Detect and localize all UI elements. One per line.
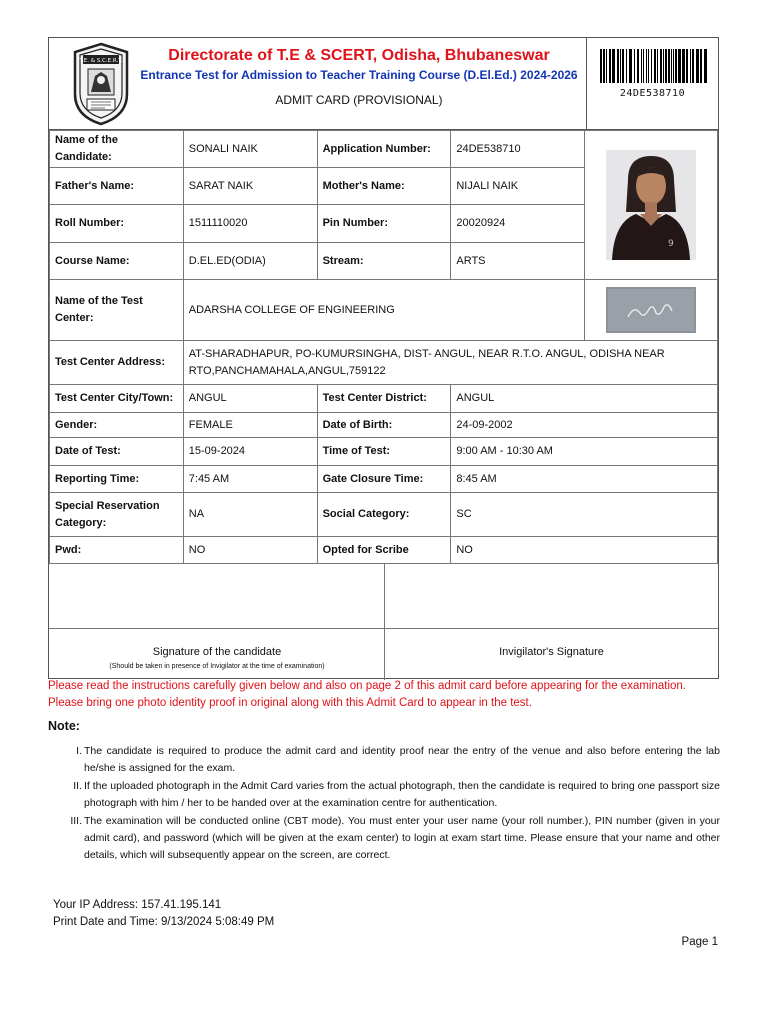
instruction-item — [60, 778, 720, 812]
date-of-test: 15-09-2024 — [183, 438, 317, 466]
barcode-box — [586, 38, 718, 130]
svg-text:9: 9 — [668, 239, 674, 249]
test-center-name-label: Name of the Test Center: — [50, 280, 184, 341]
date-of-birth: 24-09-2002 — [451, 413, 718, 438]
test-center-name: ADARSHA COLLEGE OF ENGINEERING — [183, 280, 584, 341]
note-heading: Note: — [48, 719, 80, 733]
gate-closure-time: 8:45 AM — [451, 466, 718, 493]
time-of-test-label: Time of Test: — [317, 438, 451, 466]
father-name: SARAT NAIK — [183, 168, 317, 205]
candidate-photo — [606, 150, 696, 260]
signature-divider — [49, 628, 718, 629]
father-name-label: Father's Name: — [50, 168, 184, 205]
roll-number-label: Roll Number: — [50, 205, 184, 243]
candidate-signature-note: (Should be taken in presence of Invigilator at the time of examination) — [109, 663, 325, 670]
scert-logo-icon — [71, 42, 131, 126]
pwd-label: Pwd: — [50, 537, 184, 564]
stream: ARTS — [451, 243, 585, 280]
table-row — [50, 466, 718, 493]
signature-section — [49, 563, 718, 679]
course-name: D.EL.ED(ODIA) — [183, 243, 317, 280]
admit-card — [48, 37, 719, 679]
opted-for-scribe-label: Opted for Scribe — [317, 537, 451, 564]
gate-closure-time-label: Gate Closure Time: — [317, 466, 451, 493]
barcode-icon — [599, 49, 709, 83]
table-row — [50, 493, 718, 537]
pin-number-label: Pin Number: — [317, 205, 451, 243]
candidate-signature-image — [606, 287, 696, 333]
header-text — [131, 38, 587, 130]
instruction-item — [60, 813, 720, 864]
admit-card-label: ADMIT CARD (PROVISIONAL) — [275, 93, 443, 107]
pin-number: 20020924 — [451, 205, 585, 243]
test-center-city: ANGUL — [183, 385, 317, 413]
table-row — [50, 438, 718, 466]
photo-cell — [585, 131, 718, 280]
instruction-number: I. — [76, 745, 82, 757]
table-row — [50, 413, 718, 438]
reporting-time: 7:45 AM — [183, 466, 317, 493]
directorate-title: Directorate of T.E & SCERT, Odisha, Bhubaneswar — [168, 47, 550, 64]
social-category: SC — [451, 493, 718, 537]
instruction-number: II. — [73, 780, 82, 792]
time-of-test: 9:00 AM - 10:30 AM — [451, 438, 718, 466]
page-number: Page 1 — [681, 936, 718, 948]
ip-address: Your IP Address: 157.41.195.141 — [53, 899, 222, 911]
test-center-district: ANGUL — [451, 385, 718, 413]
pwd: NO — [183, 537, 317, 564]
warning-photo-id: Please bring one photo identity proof in original along with this Admit Card to appear in the test. — [48, 697, 532, 709]
card-header — [49, 38, 718, 130]
social-category-label: Social Category: — [317, 493, 451, 537]
table-row — [50, 537, 718, 564]
instruction-item — [60, 743, 720, 777]
mother-name-label: Mother's Name: — [317, 168, 451, 205]
instruction-text: The examination will be conducted online (CBT mode). You must enter your user name (your roll number.), PIN number (given in your admit card), and password (which will be given at the exam center) to login at exam start time. Please ensure that your name and other details, which will subsequently appear on the screen, are correct. — [84, 815, 720, 861]
logo-text: T.E. & S.C.E.R.T. — [79, 58, 123, 64]
instruction-text: The candidate is required to produce the admit card and identity proof near the entry of the venue and also before entering the lab he/she is assigned for the exam. — [84, 745, 720, 774]
special-reservation-label: Special Reservation Category: — [50, 493, 184, 537]
instruction-number: III. — [70, 815, 82, 827]
stream-label: Stream: — [317, 243, 451, 280]
date-of-birth-label: Date of Birth: — [317, 413, 451, 438]
table-row — [50, 385, 718, 413]
opted-for-scribe: NO — [451, 537, 718, 564]
table-row — [50, 280, 718, 341]
application-number: 24DE538710 — [451, 131, 585, 168]
gender-label: Gender: — [50, 413, 184, 438]
date-of-test-label: Date of Test: — [50, 438, 184, 466]
invigilator-signature-label: Invigilator's Signature — [499, 646, 604, 658]
instruction-text: If the uploaded photograph in the Admit Card varies from the actual photograph, then the candidate is required to bring one passport size photograph with him / her to be handed over at the examination centre for authentication. — [84, 780, 720, 809]
candidate-name: SONALI NAIK — [183, 131, 317, 168]
exam-subtitle: Entrance Test for Admission to Teacher Training Course (D.El.Ed.) 2024-2026 — [140, 68, 578, 82]
test-center-address: AT-SHARADHAPUR, PO-KUMURSINGHA, DIST- ANGUL, NEAR R.T.O. ANGUL, ODISHA NEAR RTO,PANCHAMAHALA,ANGUL,759122 — [183, 341, 717, 385]
print-date-time: Print Date and Time: 9/13/2024 5:08:49 PM — [53, 916, 275, 928]
application-number-label: Application Number: — [317, 131, 451, 168]
reporting-time-label: Reporting Time: — [50, 466, 184, 493]
special-reservation: NA — [183, 493, 317, 537]
candidate-signature-label: Signature of the candidate — [152, 646, 282, 658]
table-row — [50, 131, 718, 168]
warning-read-instructions: Please read the instructions carefully given below and also on page 2 of this admit card before appearing for the examination. — [48, 680, 686, 692]
table-row — [50, 341, 718, 385]
mother-name: NIJALI NAIK — [451, 168, 585, 205]
signature-image-cell — [585, 280, 718, 341]
test-center-address-label: Test Center Address: — [50, 341, 184, 385]
candidate-details-table — [49, 130, 718, 564]
gender: FEMALE — [183, 413, 317, 438]
barcode-number: 24DE538710 — [619, 88, 686, 99]
name-label: Name of the Candidate: — [50, 131, 184, 168]
test-center-city-label: Test Center City/Town: — [50, 385, 184, 413]
course-name-label: Course Name: — [50, 243, 184, 280]
roll-number: 1511110020 — [183, 205, 317, 243]
test-center-district-label: Test Center District: — [317, 385, 451, 413]
